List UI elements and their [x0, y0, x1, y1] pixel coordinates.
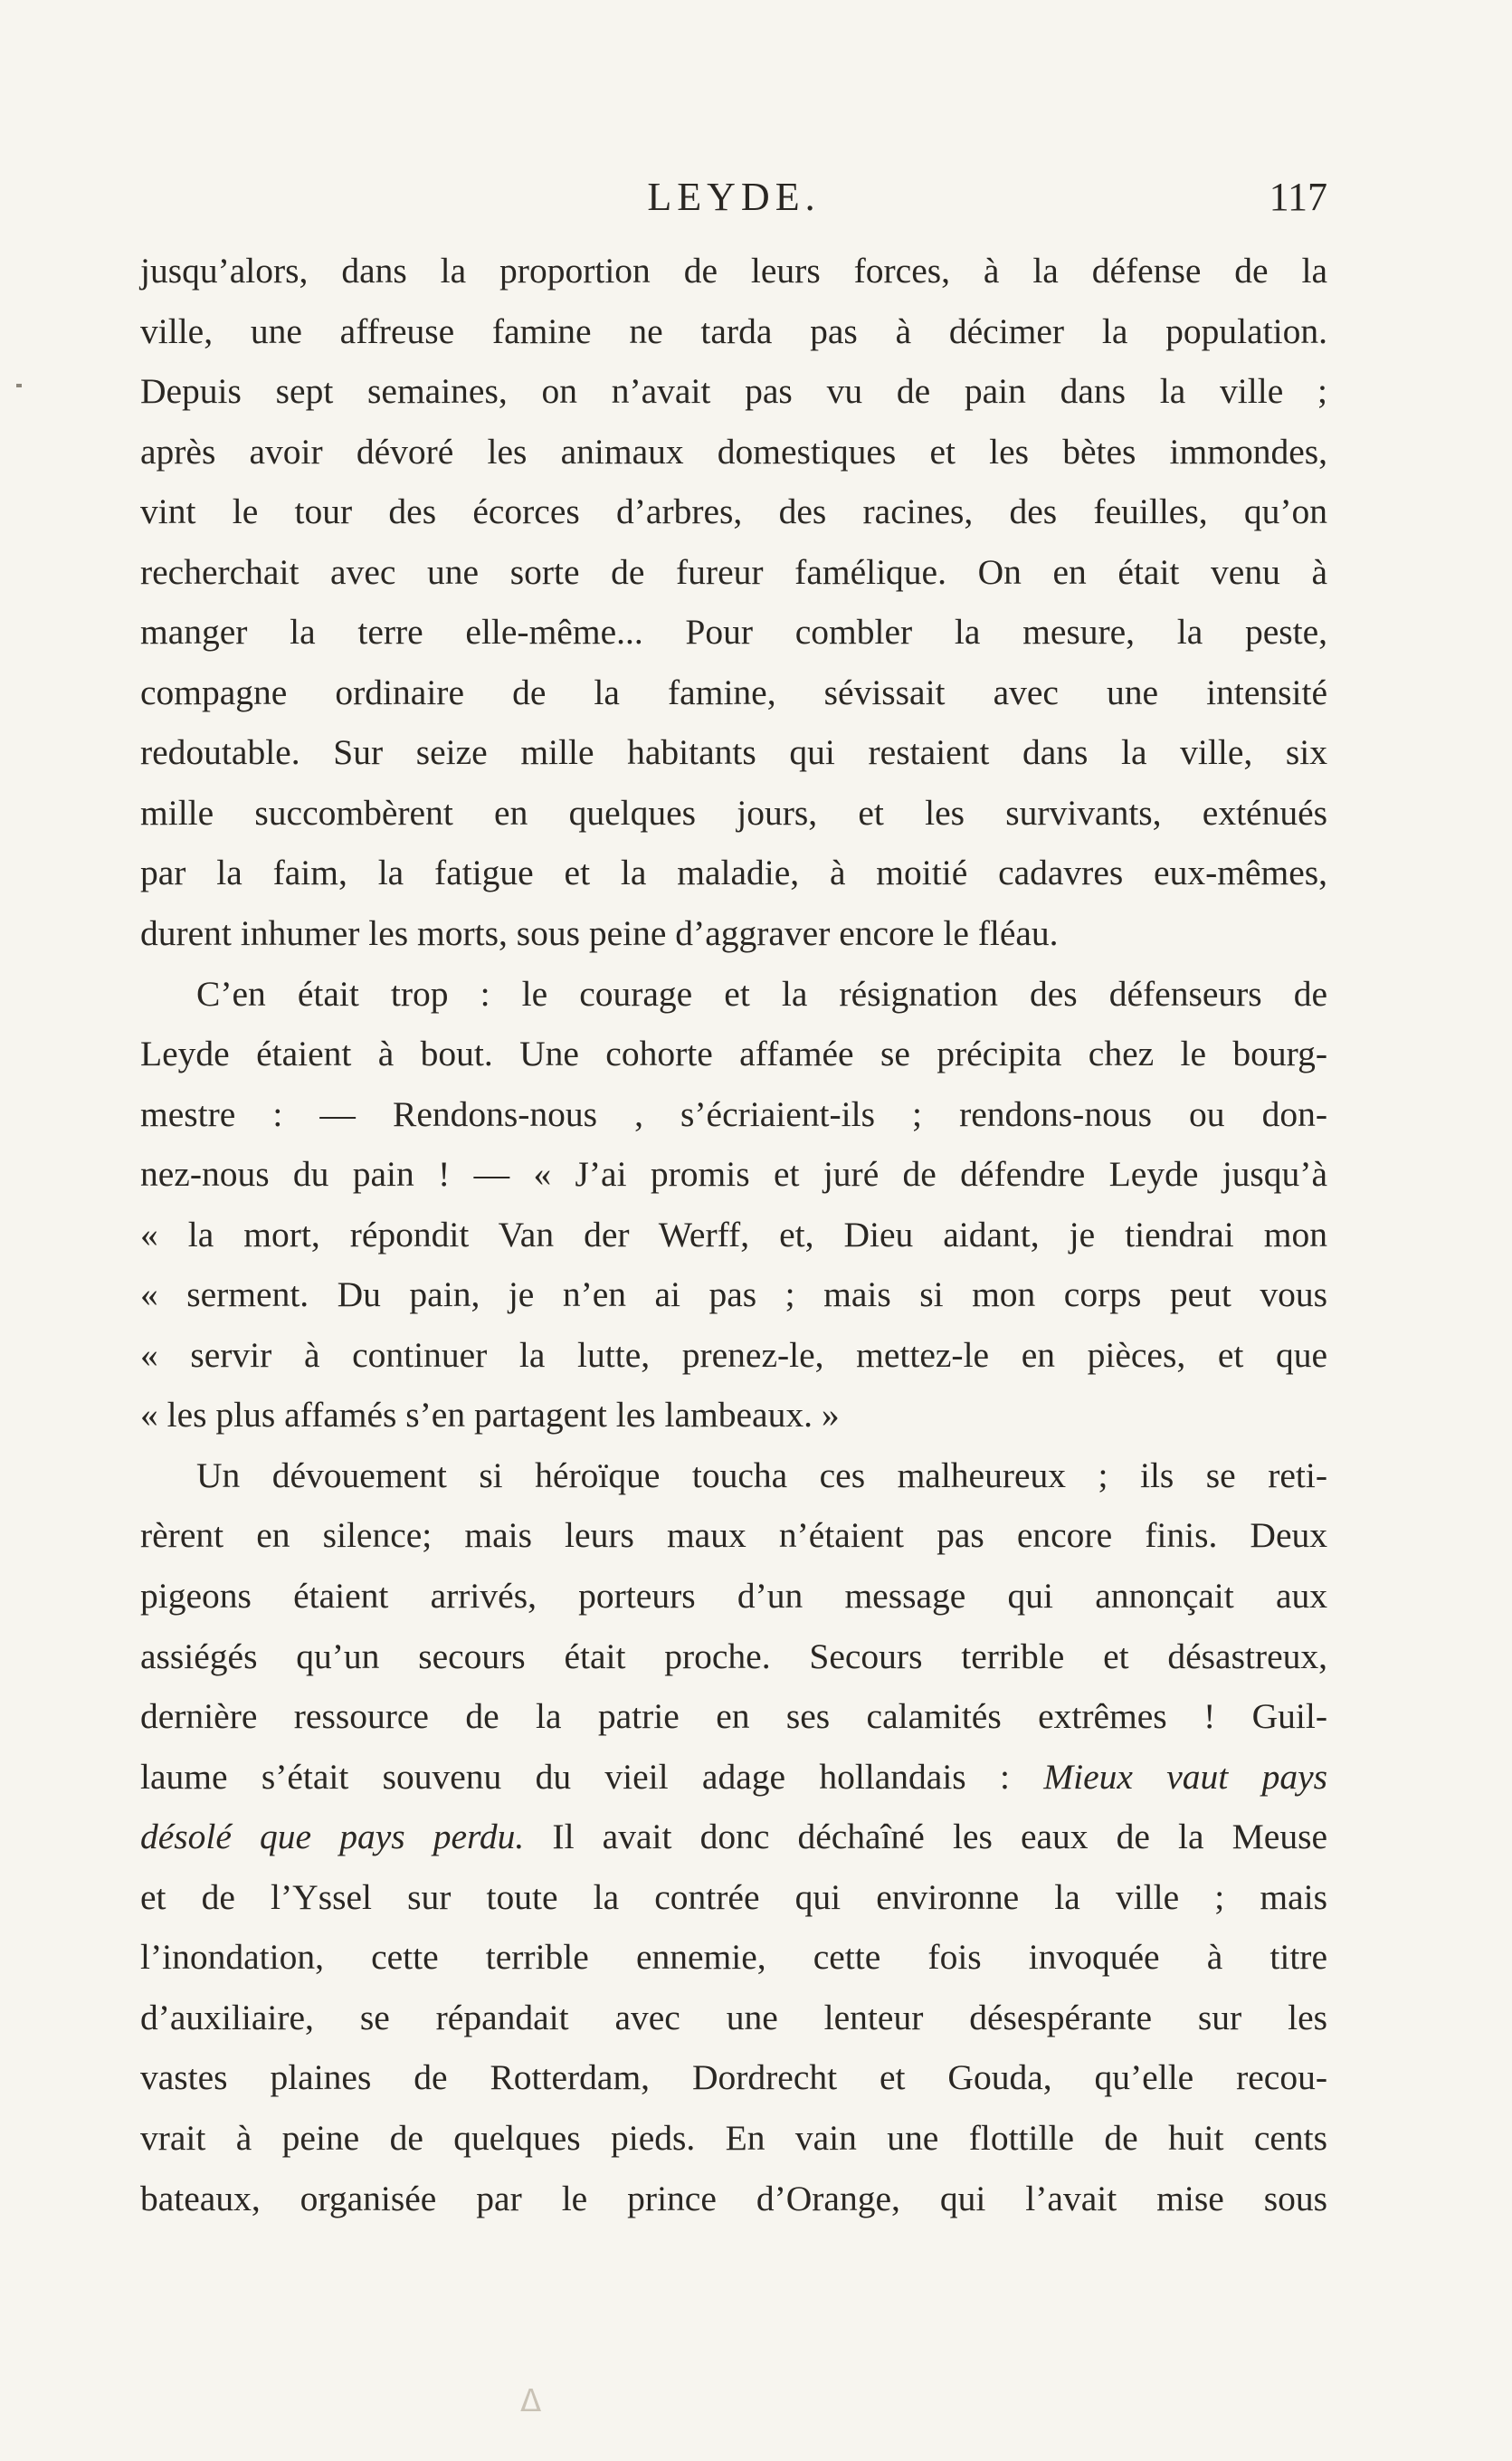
text-line: redoutable. Sur seize mille habitants qui restaient dans la ville, six	[140, 732, 1327, 773]
body-text	[140, 241, 1327, 2228]
text-line: rèrent en silence; mais leurs maux n’étaient pas encore finis. Deux	[140, 1515, 1327, 1556]
text-line: Un dévouement si héroïque toucha ces malheureux ; ils se reti-	[196, 1455, 1327, 1495]
text-line: d’auxiliaire, se répandait avec une lenteur désespérante sur les	[140, 1997, 1327, 2037]
running-head	[140, 174, 1327, 228]
text-line	[140, 1747, 1327, 1808]
text-line: Depuis sept semaines, on n’avait pas vu de pain dans la ville ;	[140, 371, 1327, 412]
text-line	[140, 1807, 1327, 1867]
text-line: Leyde étaient à bout. Une cohorte affamée se précipita chez le bourg-	[140, 1034, 1327, 1074]
text-line: durent inhumer les morts, sous peine d’aggraver encore le fléau.	[140, 913, 1059, 954]
text-line: assiégés qu’un secours était proche. Secours terrible et désastreux,	[140, 1636, 1327, 1676]
text-line: « servir à continuer la lutte, prenez-le, mettez-le en pièces, et que	[140, 1334, 1327, 1375]
text-line: par la faim, la fatigue et la maladie, à moitié cadavres eux-mêmes,	[140, 853, 1327, 893]
text-line: vastes plaines de Rotterdam, Dordrecht et Gouda, qu’elle recou-	[140, 2057, 1327, 2098]
text-line: pigeons étaient arrivés, porteurs d’un message qui annonçait aux	[140, 1576, 1327, 1617]
text-line: « serment. Du pain, je n’en ai pas ; mais si mon corps peut vous	[140, 1274, 1327, 1315]
text-line: compagne ordinaire de la famine, sévissait avec une intensité	[140, 672, 1327, 712]
text-line: mestre : — Rendons-nous , s’écriaient-ils ; rendons-nous ou don-	[140, 1093, 1327, 1134]
text-line: vrait à peine de quelques pieds. En vain une flottille de huit cents	[140, 2117, 1327, 2158]
text-line: nez-nous du pain ! — « J’ai promis et juré de défendre Leyde jusqu’à	[140, 1154, 1327, 1195]
text-line: recherchait avec une sorte de fureur famélique. On en était venu à	[140, 551, 1327, 592]
text-line: ville, une affreuse famine ne tarda pas à décimer la population.	[140, 310, 1327, 351]
text-line: vint le tour des écorces d’arbres, des racines, des feuilles, qu’on	[140, 491, 1327, 532]
page-number: 117	[1269, 175, 1327, 219]
text-line: « la mort, répondit Van der Werff, et, Dieu aidant, je tiendrai mon	[140, 1214, 1327, 1254]
text-line: l’inondation, cette terrible ennemie, cette fois invoquée à titre	[140, 1937, 1327, 1978]
text-line: manger la terre elle-même... Pour combler la mesure, la peste,	[140, 612, 1327, 653]
text-segment: Il avait donc déchaîné les eaux de la Meuse	[524, 1817, 1327, 1857]
text-line: bateaux, organisée par le prince d’Orange, qui l’avait mise sous	[140, 2178, 1327, 2218]
margin-ink-speck	[16, 384, 22, 387]
ink-smudge: ᐃ	[520, 2385, 542, 2418]
text-line: jusqu’alors, dans la proportion de leurs forces, à la défense de la	[140, 251, 1327, 291]
italic-quote: désolé que pays perdu.	[140, 1817, 525, 1857]
text-line: et de l’Yssel sur toute la contrée qui environne la ville ; mais	[140, 1876, 1327, 1917]
text-segment: laume s’était souvenu du vieil adage hollandais :	[140, 1756, 1044, 1797]
text-line: C’en était trop : le courage et la résignation des défenseurs de	[196, 973, 1327, 1014]
text-line: mille succombèrent en quelques jours, et les survivants, exténués	[140, 792, 1327, 833]
text-line: après avoir dévoré les animaux domestiques et les bètes immondes,	[140, 431, 1327, 472]
text-line: « les plus affamés s’en partagent les lambeaux. »	[140, 1395, 840, 1436]
italic-quote: Mieux vaut pays	[1043, 1756, 1327, 1797]
running-title: LEYDE.	[647, 175, 821, 219]
text-line: dernière ressource de la patrie en ses calamités extrêmes ! Guil-	[140, 1696, 1327, 1737]
